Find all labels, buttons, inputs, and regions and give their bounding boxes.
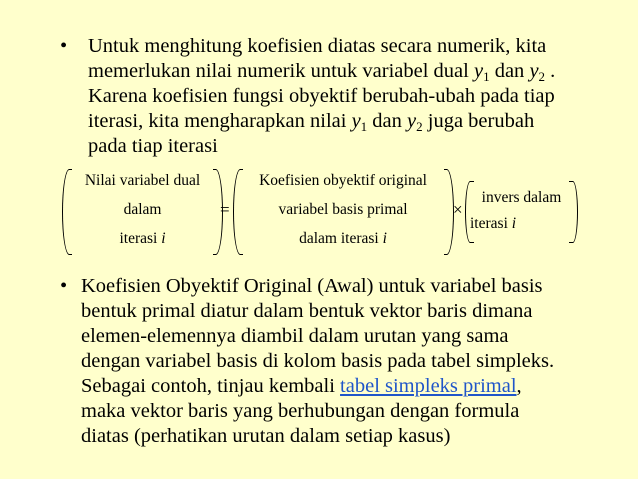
bullet-2-line-5-pre: Sebagai contoh, tinjau kembali — [81, 375, 341, 397]
formula-right-line-2-pre: iterasi — [470, 215, 512, 232]
bullet-2-line-5-post: , — [516, 375, 522, 397]
bullet-2-line-4: dengan variabel basis di kolom basis pada tabel simpleks. — [81, 350, 555, 372]
var-y2-b-letter: y — [407, 110, 417, 132]
bullet-1-line-2-mid: dan — [489, 60, 530, 82]
formula-right-var-i: i — [511, 215, 517, 232]
formula-left-line-3 — [70, 230, 215, 248]
bullet-2-line-3: elemen-elemennya diambil dalam urutan yang sama — [81, 325, 509, 347]
var-y1-a-letter: y — [473, 60, 484, 82]
equals-sign: = — [220, 200, 230, 219]
formula-left-line-3-pre: iterasi — [119, 230, 162, 247]
formula-right-line-2 — [470, 215, 573, 233]
bullet-2-line-2: bentuk primal diatur dalam bentuk vektor baris dimana — [81, 300, 533, 322]
bullet-2-line-5 — [81, 374, 554, 399]
formula-right-paren-close — [569, 181, 578, 243]
var-y2-a-letter: y — [529, 60, 539, 82]
bullet-1-line-4-mid: dan — [367, 110, 408, 132]
bullet-1-marker: • — [60, 35, 68, 57]
var-y1-b-letter: y — [351, 110, 361, 132]
formula-left-line-2: dalam — [123, 201, 162, 218]
formula-mid-var-i: i — [382, 230, 387, 247]
formula-right-line-1: invers dalam — [481, 189, 562, 206]
var-y1-b-sub: 1 — [360, 119, 368, 134]
formula-mid-line-3 — [240, 230, 446, 248]
bullet-1-line-1: Untuk menghitung koefisien diatas secara numerik, kita — [88, 35, 547, 57]
var-y1-a-sub: 1 — [483, 69, 490, 84]
tabel-simpleks-primal-link[interactable]: tabel simpleks primal — [340, 375, 517, 397]
times-sign: × — [453, 200, 463, 219]
bullet-2 — [60, 274, 620, 454]
bullet-1-line-2-pre: memerlukan nilai numerik untuk variabel dual — [88, 60, 474, 82]
bullet-1-line-4-pre: iterasi, kita mengharapkan nilai — [88, 110, 352, 132]
formula-left-var-i: i — [161, 230, 166, 247]
bullet-2-marker: • — [60, 275, 68, 297]
bullet-2-line-6: maka vektor baris yang berhubungan dengan formula — [81, 400, 520, 422]
bullet-2-text — [81, 274, 554, 449]
bullet-2-line-7: diatas (perhatikan urutan dalam setiap kasus) — [81, 425, 451, 447]
bullet-1-line-3: Karena koefisien fungsi obyektif berubah-ubah pada tiap — [88, 85, 555, 107]
formula-left-line-1: Nilai variabel dual — [84, 172, 201, 189]
bullet-1-line-5: pada tiap iterasi — [88, 135, 218, 157]
formula-mid-line-1: Koefisien obyektif original — [259, 172, 427, 189]
var-y2-a-sub: 2 — [538, 69, 546, 84]
bullet-2-line-1: Koefisien Obyektif Original (Awal) untuk variabel basis — [81, 275, 543, 297]
formula-mid-line-3-pre: dalam iterasi — [299, 230, 383, 247]
bullet-1-line-2-post: . — [545, 60, 556, 82]
formula-mid-line-2: variabel basis primal — [278, 201, 408, 218]
var-y2-b-sub: 2 — [416, 119, 423, 134]
bullet-1-line-4-post: juga berubah — [422, 110, 535, 132]
